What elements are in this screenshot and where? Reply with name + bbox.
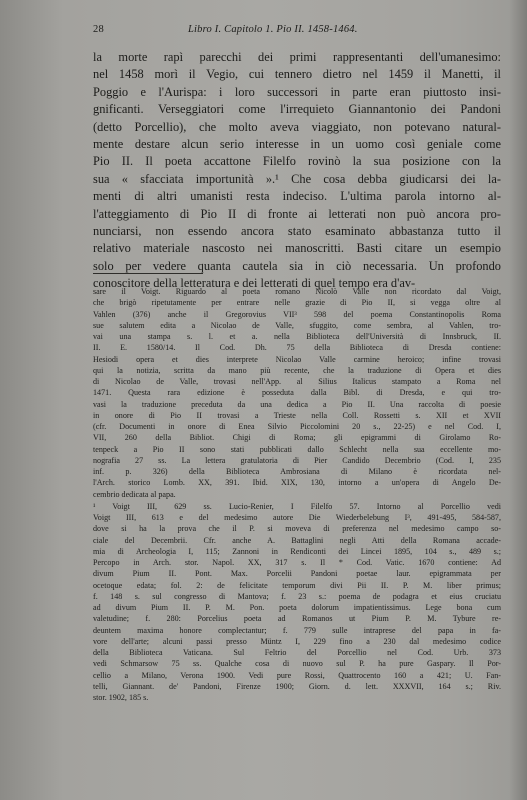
footnote-line: 1471. Questa rara edizione è posseduta dalla Bibl. di Dresda, e qui tro- [93, 388, 501, 398]
footnote-line: che brigò ripetutamente per entrare nelle grazie di Pio II, si vegga oltre al [93, 298, 501, 308]
text-line: (detto Porcellio), che molto aveva viaggiato, non potevano natural- [93, 119, 501, 134]
footnote-line: dove si ha la prova che il P. si moveva di preferenza nel medesimo campo so- [93, 524, 501, 534]
text-line: conoscitore della letteratura e dei letterati di quel tempo era d'av- [93, 276, 416, 291]
text-line: la morte rapì parecchi dei primi rappresentanti dell'umanesimo: [93, 50, 501, 64]
text-line: menti di altri umanisti resta indeciso. L'ultima parola intorno al- [93, 189, 501, 204]
footnote-line: vore dell'arte; alcuni passi presso Müntz I, 229 fino a 230 dal medesimo codice [93, 636, 501, 646]
footnote-line: tenpeck a Pio II sono stati pubblicati dallo Schlecht nella sua eccellente mo- [93, 444, 501, 454]
page-header [93, 24, 498, 40]
footnote-line: ad divum Pium II. P. M. Pon. poeta dolorum impatientissimus. Lege bona cum [93, 603, 501, 612]
text-line: l'atteggiamento di Pio II di fronte ai letterati non può ancora pro- [93, 206, 501, 221]
text-line: solo per vedere quanta cautela sia in ciò necessaria. Un profondo [93, 258, 501, 273]
footnote-line: in onore di Pio II trovasi a Trieste nella Coll. Rossetti s. XII et XVII [93, 410, 501, 420]
footnote-line: valetudine; f. 280: Porcelius poeta ad Romanos ut Pium P. M. Tybure re- [93, 614, 501, 624]
text-line: sua « sfacciata importunità ».¹ Che cosa debba giudicarsi dei la- [93, 171, 501, 186]
footnote-line: Percopo in Arch. stor. Napol. XX, 317 s. Il * Cod. Vatic. 1670 contiene: Ad [93, 558, 501, 567]
footnote-line: sue salutem edita a Nicolao de Valle, sfuggito, come sembra, al Vahlen, tro- [93, 320, 501, 330]
page-edge-shadow [509, 0, 527, 800]
footnote-line: stor. 1902, 185 s. [93, 693, 149, 702]
footnote-line: (cfr. Documenti in onore di Enea Silvio Piccolomini 20 s., 22-25) e nel Cod. I, [93, 422, 501, 431]
footnote-line: Hesiodi opera et dies interprete Nicolao Valle carmine heroico; infine trovasi [93, 354, 501, 364]
text-line: Pio II. Il poeta accattone Filelfo rovinò la sua posizione con la [93, 154, 501, 169]
footnote-line: VII, 260 della Bibliot. Chigi di Roma; gli epigrammi di Girolamo Ro- [93, 433, 501, 443]
text-line: relativo materiale nascosto nei manoscritti. Basti citare un esempio [93, 241, 501, 256]
footnotes [93, 286, 501, 703]
main-text [93, 49, 501, 292]
footnote-line: ¹ Voigt III, 629 ss. Lucio-Renier, I Filelfo 57. Intorno al Porcellio vedi [93, 501, 501, 511]
running-head: Libro I. Capitolo 1. Pio II. 1458-1464. [188, 24, 358, 35]
text-line: nunciarsi, non essendo ancora stato esaminato abbastanza tutto il [93, 223, 501, 238]
footnote-line: vedi Schmarsow 75 ss. Qualche cosa di nuovo sul P. ha pure Gaspary. Il Por- [93, 659, 501, 669]
footnote-line: della Biblioteca Vaticana. Sul Feltrio del Porcellio nel Cod. Urb. 373 [93, 648, 501, 657]
footnote-line: f. 148 s. sul congresso di Mantova; f. 23 s.: poema de podagra et eius cruciatu [93, 591, 501, 601]
footnote-line: sare il Voigt. Riguardo al poeta romano Nicolò Valle non ricordato dal Voigt, [93, 287, 501, 296]
footnote-line: II. E. 1580/14. Il Cod. Dh. 75 della Biblioteca di Dresda contiene: [93, 343, 501, 353]
footnote-line: deuntem maxima honore complectantur; f. 779 sulle intraprese del papa in fa- [93, 625, 501, 635]
footnote-line: nografia 27 ss. La lettera gratulatoria di Pier Candido Decembrio (Cod. I, 235 [93, 455, 501, 465]
text-line: Poggio e l'Aurispa: i loro successori in parte eran piuttosto insi- [93, 84, 501, 99]
footnote-line: qui la notizia, scritta da mano più recente, che la traduzione di Opera et dies [93, 365, 501, 375]
footnote-line: di Nicolao de Valle, trovasi nell'App. al Silius Italicus stampato a Roma nel [93, 377, 501, 386]
text-line: gnificanti. Verseggiatori come l'irrequieto Giannantonio dei Pandoni [93, 102, 501, 117]
footnote-line: divum Pium II. Pont. Max. Porcelii Pandoni poetae laur. epigrammata per [93, 569, 501, 579]
footnote-rule [93, 273, 203, 274]
footnote-line: vai una stampa s. l. et a. nella Biblioteca dell'Università di Innsbruck, II. [93, 332, 501, 341]
footnote-line: mia di Archeologia I, 115; Zannoni in Rendiconti dei Lincei 1895, 104 s., 489 s.; [93, 546, 501, 556]
text-line: mente destare alcun serio interesse in un uomo così geniale come [93, 136, 501, 151]
footnote-line: cembrio dedicata al papa. [93, 489, 176, 499]
footnote-line: Vahlen (376) anche il Gregorovius VII³ 598 del poema Constantinopolis Roma [93, 309, 501, 319]
footnote-line: inf. p. 326) della Biblioteca Ambrosiana di Milano è ricordata nel- [93, 467, 501, 476]
footnote-line: vasi la traduzione preceduta da una dedica a Pio II. Una raccolta di poesie [93, 399, 501, 409]
footnote-line: ocetoque edata; fol. 2: de felicitate temporum divi Pii II. P. M. liber primus; [93, 580, 501, 590]
footnote-line: ciale del Decembrii. Cfr. anche A. Battaglini negli Atti della Romana accade- [93, 535, 501, 545]
footnote-line: Voigt III, 613 e del medesimo autore Die Wiederbelebung I³, 491-495, 584-587, [93, 513, 501, 522]
footnote-line: telli, Giannant. de' Pandoni, Firenze 1900; Giorn. d. lett. XXXVII, 164 s.; Riv. [93, 681, 501, 691]
page-number: 28 [93, 24, 104, 35]
footnote-line: l'Arch. storico Lomb. XX, 391. Ibid. XIX, 130, intorno a un'opera di Angelo De- [93, 478, 501, 488]
footnote-line: cellio a Milano, Verona 1900. Vedi pure Rossi, Quattrocento 160 a 421; U. Fan- [93, 670, 501, 680]
text-line: nel 1458 morì il Vegio, cui tennero dietro nel 1459 il Manetti, il [93, 67, 501, 82]
